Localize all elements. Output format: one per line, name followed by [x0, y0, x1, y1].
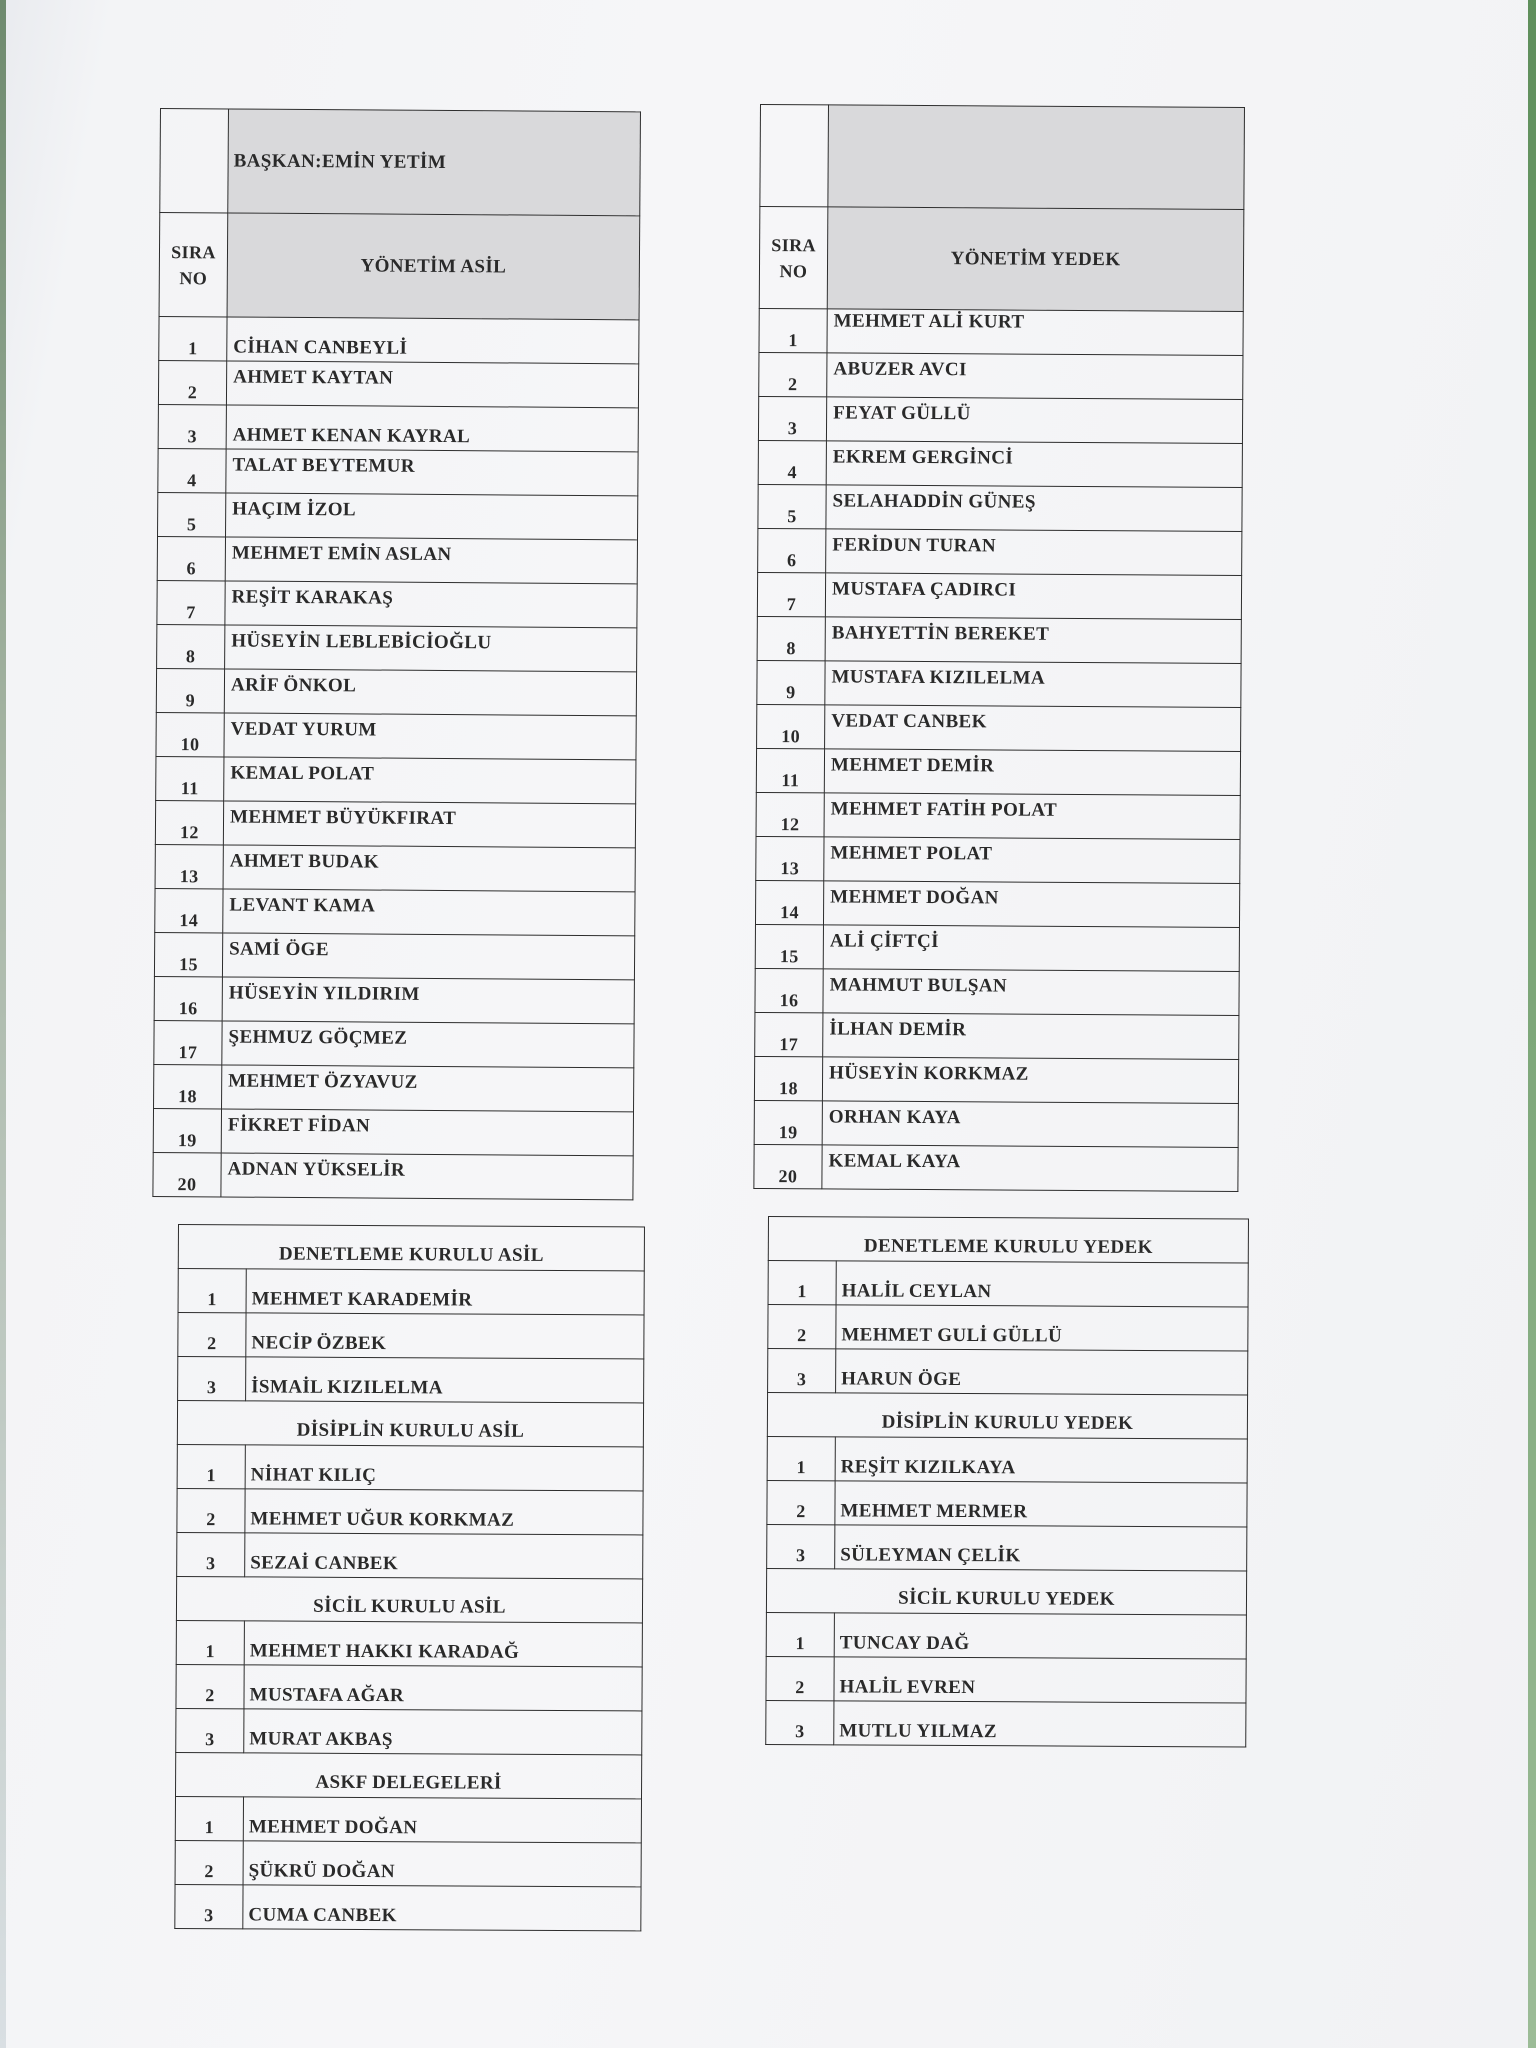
member-name: ŞEHMUZ GÖÇMEZ	[222, 1021, 634, 1068]
table-row	[757, 704, 1241, 751]
row-number: 6	[758, 528, 826, 572]
table-row	[157, 580, 637, 627]
table-row	[758, 528, 1242, 575]
table-row	[754, 1144, 1238, 1191]
table-row	[757, 616, 1241, 663]
row-number: 19	[754, 1100, 822, 1144]
row-number: 13	[756, 836, 824, 880]
table-row	[177, 1532, 643, 1578]
row-number: 20	[754, 1144, 822, 1188]
table-row	[177, 1488, 643, 1534]
table-row	[759, 352, 1243, 399]
row-number: 16	[755, 968, 823, 1012]
member-name: ARİF ÖNKOL	[224, 669, 636, 716]
table-row	[755, 1012, 1239, 1059]
row-number: 1	[159, 316, 227, 360]
member-name: MEHMET GULİ GÜLLÜ	[836, 1305, 1248, 1351]
member-name: CUMA CANBEK	[243, 1885, 641, 1931]
member-name: HALİL CEYLAN	[836, 1261, 1248, 1307]
row-number: 15	[755, 924, 823, 968]
table-row	[756, 836, 1240, 883]
table-row	[155, 888, 635, 935]
row-number: 2	[759, 352, 827, 396]
table-row	[154, 932, 634, 979]
section-title: DENETLEME KURULU ASİL	[178, 1225, 644, 1271]
kurullar-yedek-table	[765, 1216, 1249, 1748]
member-name: REŞİT KIZILKAYA	[835, 1437, 1247, 1483]
member-name: HÜSEYİN LEBLEBİCİOĞLU	[225, 625, 637, 672]
member-name: MEHMET EMİN ASLAN	[225, 537, 637, 584]
table-row	[156, 712, 636, 759]
member-name: CİHAN CANBEYLİ	[227, 317, 639, 364]
table-row	[766, 1700, 1246, 1747]
member-name: MEHMET MERMER	[835, 1481, 1247, 1527]
row-number: 2	[158, 360, 226, 404]
member-name: MEHMET KARADEMİR	[246, 1269, 644, 1315]
row-number: 1	[177, 1444, 245, 1488]
background-right-edge	[1528, 0, 1536, 2048]
member-name: MURAT AKBAŞ	[244, 1709, 642, 1755]
member-name: MEHMET HAKKI KARADAĞ	[244, 1621, 642, 1667]
member-name: AHMET KENAN KAYRAL	[226, 405, 638, 452]
table-row	[158, 404, 638, 451]
table-row	[153, 1108, 633, 1155]
empty-header-cell	[828, 105, 1245, 210]
row-number: 16	[154, 976, 222, 1020]
member-name: AHMET BUDAK	[223, 845, 635, 892]
member-name: SEZAİ CANBEK	[245, 1533, 643, 1579]
member-name: MEHMET DEMİR	[824, 749, 1240, 796]
table-row	[758, 396, 1242, 443]
table-row	[767, 1480, 1247, 1527]
row-number: 9	[757, 660, 825, 704]
table-row	[766, 1612, 1246, 1659]
table-row	[766, 1656, 1246, 1703]
row-number: 3	[175, 1884, 243, 1928]
table-row	[154, 1064, 634, 1111]
yonetim-yedek-table	[753, 104, 1245, 1192]
table-row	[177, 1444, 643, 1490]
row-number: 11	[756, 748, 824, 792]
row-number: 1	[766, 1612, 834, 1656]
row-number: 18	[754, 1056, 822, 1100]
row-number: 5	[158, 492, 226, 536]
table-row	[768, 1305, 1248, 1352]
table-row	[175, 1884, 641, 1930]
member-name: FERİDUN TURAN	[826, 529, 1242, 576]
member-name: ORHAN KAYA	[822, 1101, 1238, 1148]
row-number: 2	[768, 1305, 836, 1349]
row-number: 2	[766, 1656, 834, 1700]
member-name: HÜSEYİN YILDIRIM	[222, 977, 634, 1024]
member-name: MUSTAFA AĞAR	[244, 1665, 642, 1711]
row-number: 7	[757, 572, 825, 616]
row-number: 14	[155, 888, 223, 932]
table-row	[755, 968, 1239, 1015]
table-row	[153, 1152, 633, 1199]
row-number: 6	[157, 536, 225, 580]
yonetim-asil-header	[227, 213, 640, 320]
member-name: ALİ ÇİFTÇİ	[823, 925, 1239, 972]
table-row	[158, 492, 638, 539]
member-name: MEHMET DOĞAN	[823, 881, 1239, 928]
row-number: 12	[155, 800, 223, 844]
corner-cell	[160, 109, 229, 213]
row-number: 3	[158, 404, 226, 448]
row-number: 19	[153, 1108, 221, 1152]
paper-left-edge	[0, 0, 6, 2048]
row-number: 10	[156, 712, 224, 756]
table-row	[757, 660, 1241, 707]
table-row	[767, 1436, 1247, 1483]
baskan-cell	[228, 109, 641, 216]
yonetim-yedek-header	[827, 207, 1244, 312]
table-row	[757, 572, 1241, 619]
member-name: MEHMET UĞUR KORKMAZ	[245, 1489, 643, 1535]
member-name: EKREM GERGİNCİ	[826, 441, 1242, 488]
member-name: MUTLU YILMAZ	[834, 1701, 1246, 1747]
section-title: DİSİPLİN KURULU YEDEK	[767, 1393, 1247, 1440]
row-number: 18	[154, 1064, 222, 1108]
member-name: LEVANT KAMA	[223, 889, 635, 936]
sira-no-header	[159, 213, 228, 317]
member-name: VEDAT CANBEK	[825, 705, 1241, 752]
row-number: 5	[758, 484, 826, 528]
member-name: AHMET KAYTAN	[226, 361, 638, 408]
row-number: 1	[178, 1269, 246, 1313]
row-number: 11	[156, 756, 224, 800]
row-number: 1	[768, 1261, 836, 1305]
row-number: 2	[177, 1488, 245, 1532]
row-number: 2	[176, 1664, 244, 1708]
member-name: TALAT BEYTEMUR	[226, 449, 638, 496]
member-name: MAHMUT BULŞAN	[823, 969, 1239, 1016]
table-row	[767, 1524, 1247, 1571]
member-name: NİHAT KILIÇ	[245, 1445, 643, 1491]
member-name: HARUN ÖGE	[836, 1349, 1248, 1395]
member-name: MEHMET POLAT	[824, 837, 1240, 884]
table-row	[155, 800, 635, 847]
table-row	[176, 1708, 642, 1754]
row-number: 15	[154, 932, 222, 976]
table-row	[176, 1620, 642, 1666]
row-number: 14	[755, 880, 823, 924]
row-number: 3	[766, 1700, 834, 1744]
section-title: DENETLEME KURULU YEDEK	[768, 1217, 1248, 1264]
member-name: MUSTAFA ÇADIRCI	[825, 573, 1241, 620]
row-number: 20	[153, 1152, 221, 1196]
row-number: 17	[755, 1012, 823, 1056]
row-number: 7	[157, 580, 225, 624]
table-row	[178, 1357, 644, 1403]
row-number: 17	[154, 1020, 222, 1064]
member-name: İSMAİL KIZILELMA	[246, 1357, 644, 1403]
member-name: MEHMET FATİH POLAT	[824, 793, 1240, 840]
row-number: 3	[178, 1357, 246, 1401]
table-row	[159, 316, 639, 363]
member-name: İLHAN DEMİR	[823, 1013, 1239, 1060]
table-row	[157, 536, 637, 583]
table-row	[768, 1261, 1248, 1308]
member-name: VEDAT YURUM	[224, 713, 636, 760]
member-name: HALİL EVREN	[834, 1657, 1246, 1703]
member-name: SAMİ ÖGE	[222, 933, 634, 980]
table-row	[175, 1796, 641, 1842]
table-row	[178, 1269, 644, 1315]
row-number: 1	[175, 1796, 243, 1840]
table-row	[768, 1349, 1248, 1396]
row-number: 4	[758, 440, 826, 484]
member-name: FEYAT GÜLLÜ	[826, 397, 1242, 444]
row-number: 9	[156, 668, 224, 712]
yonetim-asil-table	[152, 108, 641, 1200]
row-number: 2	[178, 1313, 246, 1357]
member-name: SELAHADDİN GÜNEŞ	[826, 485, 1242, 532]
table-row	[178, 1313, 644, 1359]
table-row	[756, 792, 1240, 839]
member-name: MUSTAFA KIZILELMA	[825, 661, 1241, 708]
row-number: 3	[768, 1349, 836, 1393]
baskan-label: BAŞKAN:EMİN YETİM	[233, 150, 447, 173]
sira-no-label: SIRA NO	[771, 234, 817, 281]
table-row	[156, 756, 636, 803]
table-row	[176, 1664, 642, 1710]
table-row	[154, 976, 634, 1023]
member-name: HÜSEYİN KORKMAZ	[822, 1057, 1238, 1104]
row-number: 4	[158, 448, 226, 492]
table-row	[175, 1840, 641, 1886]
row-number: 1	[759, 308, 827, 352]
row-number: 8	[157, 624, 225, 668]
member-name: ABUZER AVCI	[827, 353, 1243, 400]
member-name: FİKRET FİDAN	[221, 1109, 633, 1156]
member-name: HAÇIM İZOL	[226, 493, 638, 540]
row-number: 8	[757, 616, 825, 660]
row-number: 3	[176, 1708, 244, 1752]
member-name: BAHYETTİN BEREKET	[825, 617, 1241, 664]
yonetim-asil-title: YÖNETİM ASİL	[360, 254, 507, 277]
table-row	[158, 360, 638, 407]
member-name: KEMAL KAYA	[822, 1145, 1238, 1192]
member-name: KEMAL POLAT	[224, 757, 636, 804]
row-number: 2	[767, 1480, 835, 1524]
table-row	[759, 308, 1243, 355]
section-title: ASKF DELEGELERİ	[176, 1752, 642, 1798]
sira-no-header	[759, 207, 828, 309]
kurullar-asil-table	[174, 1224, 645, 1931]
corner-cell	[760, 105, 829, 207]
member-name: SÜLEYMAN ÇELİK	[835, 1525, 1247, 1571]
yonetim-yedek-title: YÖNETİM YEDEK	[950, 247, 1121, 270]
table-row	[755, 924, 1239, 971]
table-row	[758, 484, 1242, 531]
member-name: REŞİT KARAKAŞ	[225, 581, 637, 628]
row-number: 3	[177, 1532, 245, 1576]
member-name: ADNAN YÜKSELİR	[221, 1153, 633, 1200]
table-row	[158, 448, 638, 495]
row-number: 3	[758, 396, 826, 440]
table-row	[154, 1020, 634, 1067]
member-name: MEHMET ALİ KURT	[827, 309, 1243, 356]
section-title: SİCİL KURULU ASİL	[176, 1576, 642, 1622]
table-row	[155, 844, 635, 891]
row-number: 2	[175, 1840, 243, 1884]
row-number: 1	[176, 1620, 244, 1664]
member-name: MEHMET DOĞAN	[243, 1797, 641, 1843]
table-row	[157, 624, 637, 671]
section-title: SİCİL KURULU YEDEK	[766, 1568, 1246, 1615]
table-row	[754, 1100, 1238, 1147]
table-row	[755, 880, 1239, 927]
row-number: 13	[155, 844, 223, 888]
table-row	[754, 1056, 1238, 1103]
section-title: DİSİPLİN KURULU ASİL	[177, 1401, 643, 1447]
row-number: 3	[767, 1524, 835, 1568]
row-number: 1	[767, 1436, 835, 1480]
table-row	[758, 440, 1242, 487]
member-name: MEHMET BÜYÜKFIRAT	[223, 801, 635, 848]
row-number: 10	[757, 704, 825, 748]
member-name: NECİP ÖZBEK	[246, 1313, 644, 1359]
sira-no-label: SIRA NO	[171, 241, 216, 288]
member-name: ŞÜKRÜ DOĞAN	[243, 1841, 641, 1887]
table-row	[756, 748, 1240, 795]
member-name: TUNCAY DAĞ	[834, 1613, 1246, 1659]
table-row	[156, 668, 636, 715]
member-name: MEHMET ÖZYAVUZ	[222, 1065, 634, 1112]
row-number: 12	[756, 792, 824, 836]
